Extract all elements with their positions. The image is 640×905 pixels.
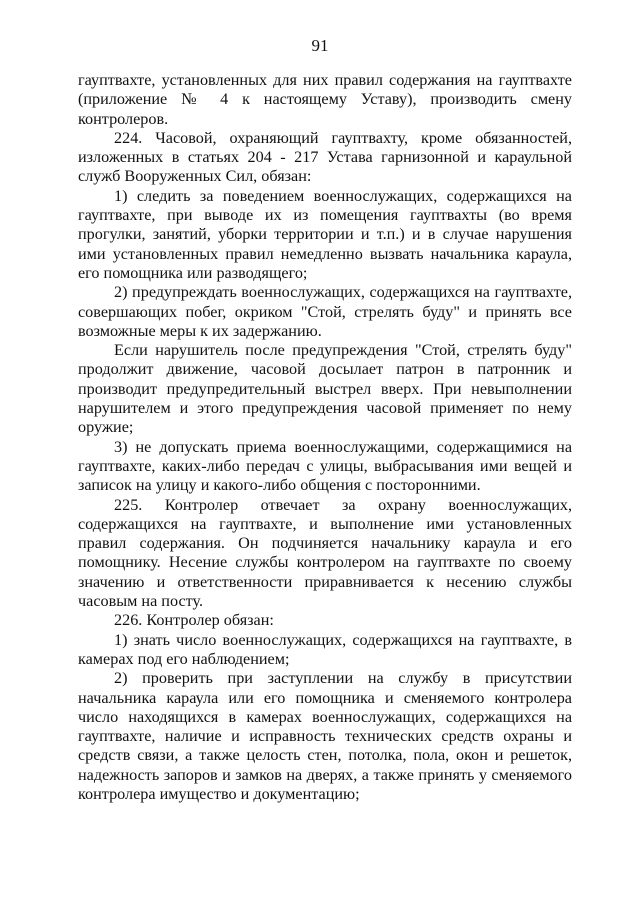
paragraph-item-2: 2) предупреждать военнослужащих, содержащихся на гауптвахте, совершающих побег, окриком "Стой, стрелять буду" и принять все возможные меры к их задержанию. <box>78 283 572 340</box>
paragraph-article-224: 224. Часовой, охраняющий гауптвахту, кроме обязанностей, изложенных в статьях 204 - 217 Устава гарнизонной и караульной служб Вооруженных Сил, обязан: <box>78 128 572 186</box>
paragraph-item-1: 1) следить за поведением военнослужащих, содержащихся на гауптвахте, при выводе их из помещения гауптвахты (во время прогулки, занятий, уборки территории и т.п.) и в случае нарушения ими установленных правил немедленно вызвать начальника караула, его помощника или разводящего; <box>78 186 572 282</box>
paragraph-article-226: 226. Контролер обязан: <box>114 611 274 630</box>
paragraph-article-225: 225. Контролер отвечает за охрану военнослужащих, содержащихся на гауптвахте, и выполнение ими установленных правил содержания. Он подчиняется начальнику караула и его помощнику. Несение службы контролером на гауптвахте по своему значению и ответственности приравнивается к несению службы часовым на посту. <box>78 495 572 611</box>
document-body <box>78 71 572 804</box>
paragraph-226-item-2: 2) проверить при заступлении на службу в присутствии начальника караула или его помощника и сменяемого контролера число находящихся в камерах военнослужащих, содержащихся на гауптвахте, наличие и исправность технических средств охраны и средств связи, а также целость стен, потолка, пола, окон и решеток, надежность запоров и замков на дверях, а также принять у сменяемого контролера имущество и документацию; <box>78 669 572 803</box>
paragraph-warning-shot: Если нарушитель после предупреждения "Стой, стрелять буду" продолжит движение, часовой досылает патрон в патронник и производит предупредительный выстрел вверх. При невыполнении нарушителем и этого предупреждения часовой применяет по нему оружие; <box>78 341 572 437</box>
paragraph-item-3: 3) не допускать приема военнослужащими, содержащимися на гауптвахте, каких-либо передач с улицы, выбрасывания ими вещей и записок на улицу и какого-либо общения с посторонними. <box>78 437 572 495</box>
paragraph-226-item-1: 1) знать число военнослужащих, содержащихся на гауптвахте, в камерах под его наблюдением; <box>78 630 572 668</box>
paragraph-continuation: гауптвахте, установленных для них правил содержания на гауптвахте (приложение № 4 к настоящему Уставу), производить смену контролеров. <box>78 71 572 128</box>
page-number: 91 <box>311 36 329 55</box>
